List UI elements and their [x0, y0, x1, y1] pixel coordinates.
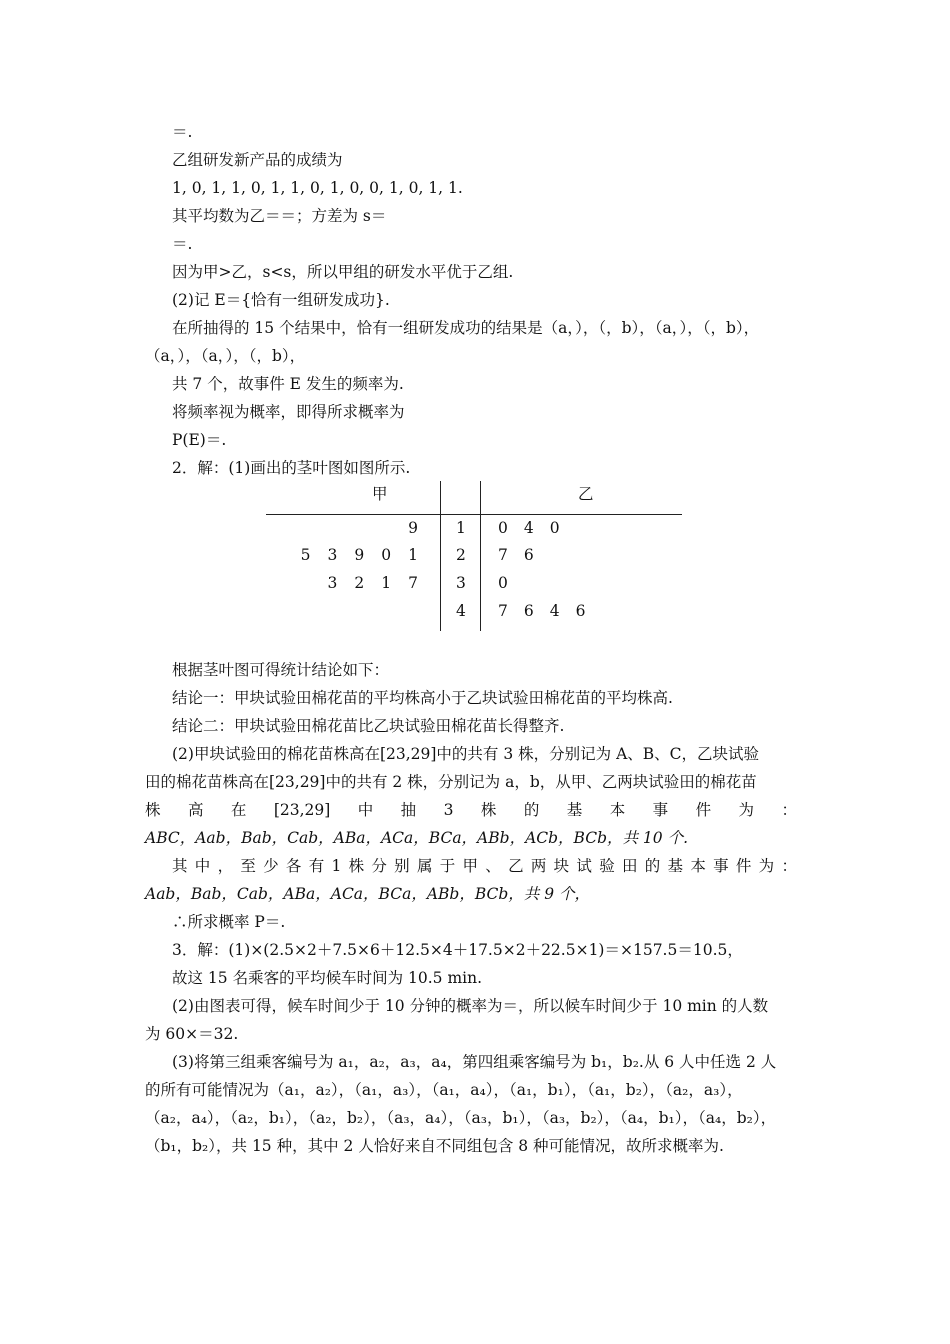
text-token: 、 — [485, 857, 501, 875]
text-line: (2)记 E＝{恰有一组研发成功}. — [172, 291, 390, 309]
text-token: ： — [781, 857, 797, 875]
leaf-value: 6 — [523, 546, 534, 564]
text-line-justified — [145, 801, 797, 819]
text-line: Aab，Bab，Cab，ABa，ACa，BCa，ABb，BCb，共 9 个， — [145, 885, 591, 903]
leaf-value: 4 — [523, 519, 534, 537]
right-leaves — [498, 602, 586, 620]
text-token: 验 — [599, 857, 615, 875]
text-line: 共 7 个，故事件 E 发生的频率为. — [172, 375, 404, 393]
right-leaves — [498, 519, 560, 537]
table-divider — [480, 481, 481, 631]
right-leaves — [498, 574, 508, 592]
right-leaves — [498, 546, 534, 564]
left-leaves — [328, 574, 419, 592]
text-line: ＝. — [172, 235, 193, 253]
text-token: 基 — [566, 801, 583, 819]
text-token: 为 — [738, 801, 755, 819]
text-token: [23,29] — [273, 801, 331, 819]
text-line: 为 60×＝32. — [145, 1025, 239, 1043]
leaf-value: 2 — [354, 574, 365, 592]
text-line: 在所抽得的 15 个结果中，恰有一组研发成功的结果是（a，），（，b），（a，），（，b）， — [172, 319, 760, 337]
text-line: 其平均数为乙＝＝；方差为 s＝ — [172, 207, 387, 225]
text-token: 1 — [331, 857, 342, 875]
text-line: P(E)＝. — [172, 431, 227, 449]
text-token: 块 — [553, 857, 570, 875]
text-token: 分 — [371, 857, 387, 875]
text-token: 株 — [348, 857, 365, 875]
text-line: ∴所求概率 P＝. — [172, 913, 286, 931]
stem-leaf-diagram — [266, 481, 686, 635]
leaf-value: 7 — [498, 546, 508, 564]
text-line: 结论二：甲块试验田棉花苗比乙块试验田棉花苗长得整齐. — [172, 717, 565, 735]
leaf-value: 0 — [498, 519, 508, 537]
leaf-value: 6 — [523, 602, 534, 620]
stem-value: 3 — [456, 574, 466, 592]
text-token: 两 — [530, 857, 547, 875]
leaf-value: 9 — [408, 519, 418, 537]
text-token: 事 — [713, 857, 729, 875]
text-token: 事 — [652, 801, 669, 819]
text-line: 根据茎叶图可得统计结论如下： — [172, 661, 390, 679]
text-token: 基 — [667, 857, 684, 875]
text-token: 属 — [416, 857, 433, 875]
text-token: 本 — [609, 801, 626, 819]
leaf-value: 9 — [354, 546, 365, 564]
text-token: 在 — [230, 801, 247, 819]
text-token: 本 — [690, 857, 706, 875]
text-token: 高 — [187, 801, 204, 819]
text-line: 将频率视为概率，即得所求概率为 — [172, 403, 405, 421]
leaf-value: 6 — [575, 602, 586, 620]
leaf-value: 5 — [300, 546, 311, 564]
text-token: 中 — [194, 857, 211, 875]
text-line: (2)由图表可得，候车时间少于 10 分钟的概率为＝，所以候车时间少于 10 min 的人数 — [172, 997, 769, 1015]
right-header: 乙 — [578, 485, 594, 503]
leaf-value: 1 — [381, 574, 392, 592]
text-token: 别 — [394, 857, 410, 875]
text-token: 于 — [439, 857, 456, 875]
leaf-value: 7 — [498, 602, 508, 620]
text-line-justified — [172, 857, 797, 875]
leaf-value: 3 — [327, 574, 338, 592]
leaf-value: 4 — [549, 602, 560, 620]
text-line: 故这 15 名乘客的平均候车时间为 10.5 min. — [172, 969, 483, 987]
text-token: 试 — [576, 857, 592, 875]
text-token: 的 — [523, 801, 540, 819]
left-leaves — [408, 519, 418, 537]
text-token: 株 — [145, 801, 161, 819]
text-token: 抽 — [400, 801, 417, 819]
text-token: 至 — [240, 857, 256, 875]
stem-value: 4 — [456, 602, 466, 620]
text-token: 件 — [695, 801, 712, 819]
text-line: 的所有可能情况为（a₁，a₂），（a₁，a₃），（a₁，a₄），（a₁，b₁），（a₁，b₂），（a₂，a₃）， — [145, 1081, 743, 1099]
text-line: (3)将第三组乘客编号为 a₁，a₂，a₃，a₄，第四组乘客编号为 b₁，b₂.从 6 人中任选 2 人 — [172, 1053, 777, 1071]
text-token: 甲 — [462, 857, 479, 875]
text-line: （a₂，a₄），（a₂，b₁），（a₂，b₂），（a₃，a₄），（a₃，b₁），（a₃，b₂），（a₄，b₁），（a₄，b₂）， — [145, 1109, 777, 1127]
leaf-value: 1 — [408, 546, 418, 564]
text-token: 有 — [308, 857, 325, 875]
text-token: 乙 — [508, 857, 524, 875]
text-line: 2．解：(1)画出的茎叶图如图所示. — [172, 459, 411, 477]
text-token: 少 — [263, 857, 279, 875]
text-line: 结论一：甲块试验田棉花苗的平均株高小于乙块试验田棉花苗的平均株高. — [172, 689, 673, 707]
text-token: 为 — [758, 857, 775, 875]
leaf-value: 0 — [381, 546, 392, 564]
text-line: 因为甲>乙，s<s，所以甲组的研发水平优于乙组. — [172, 263, 514, 281]
leaf-value: 0 — [549, 519, 560, 537]
leaf-value: 3 — [327, 546, 338, 564]
left-header: 甲 — [372, 485, 388, 503]
text-line: 3．解：(1)×(2.5×2＋7.5×6＋12.5×4＋17.5×2＋22.5×1)＝×157.5＝10.5， — [172, 941, 743, 959]
stem-value: 2 — [456, 546, 466, 564]
text-token: 各 — [285, 857, 302, 875]
left-leaves — [301, 546, 418, 564]
text-line: （a，），（a，），（，b）， — [145, 347, 306, 365]
text-token: 株 — [480, 801, 497, 819]
text-token: ： — [781, 801, 797, 819]
text-line: 1, 0, 1, 1, 0, 1, 1, 0, 1, 0, 0, 1, 0, 1, 1. — [172, 179, 463, 197]
text-line: （b₁，b₂），共 15 种，其中 2 人恰好来自不同组包含 8 种可能情况，故所求概率为. — [145, 1137, 724, 1155]
leaf-value: 0 — [498, 574, 508, 592]
text-token: 件 — [735, 857, 752, 875]
table-divider — [266, 514, 682, 515]
leaf-value: 7 — [408, 574, 418, 592]
text-token: 田 — [621, 857, 638, 875]
text-line: (2)甲块试验田的棉花苗株高在[23,29]中的共有 3 株，分别记为 A、B、C，乙块试验 — [172, 745, 760, 763]
text-line: ＝. — [172, 123, 193, 141]
text-line: 田的棉花苗株高在[23,29]中的共有 2 株，分别记为 a，b，从甲、乙两块试验田的棉花苗 — [145, 773, 757, 791]
text-token: 3 — [443, 801, 454, 819]
text-line: 乙组研发新产品的成绩为 — [172, 151, 343, 169]
text-token: 的 — [644, 857, 661, 875]
text-token: 中 — [357, 801, 374, 819]
text-line: ABC，Aab，Bab，Cab，ABa，ACa，BCa，ABb，ACb，BCb，共 10 个. — [145, 829, 689, 847]
stem-value: 1 — [456, 519, 466, 537]
text-token: ， — [217, 857, 234, 875]
table-divider — [440, 481, 441, 631]
text-token: 其 — [172, 857, 188, 875]
